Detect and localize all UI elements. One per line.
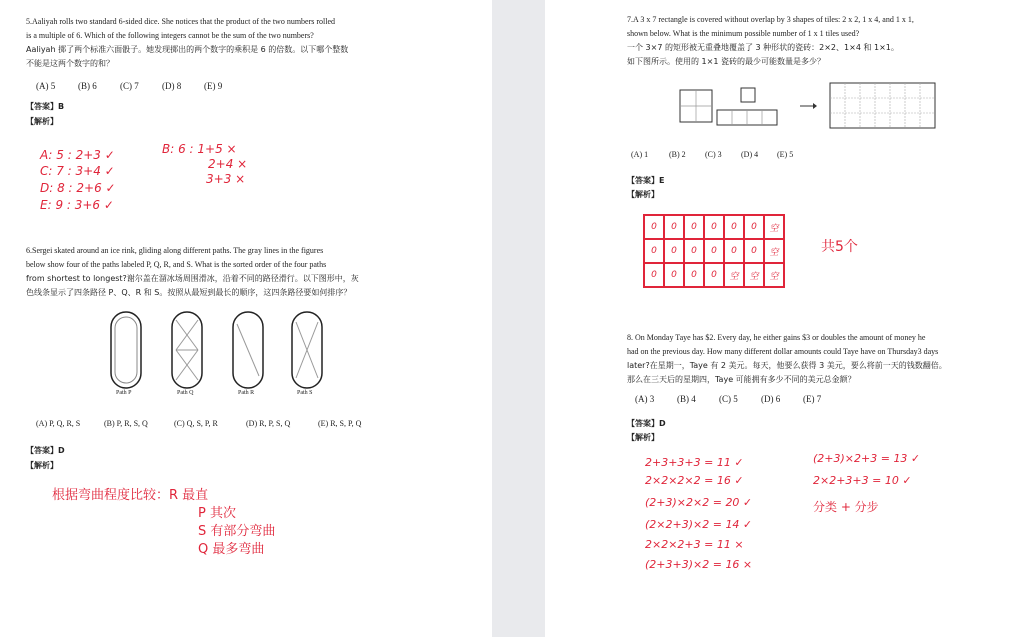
left-page <box>0 0 492 637</box>
q7-analysis-label: 【解析】 <box>627 190 659 199</box>
q5-text-cn-1: Aaliyah 掷了两个标准六面骰子。她发现掷出的两个数字的乘积是 6 的倍数。以下哪个整数 <box>26 45 349 54</box>
q6-text-cn-1: 色线条显示了四条路径 P、Q、R 和 S。按照从最短到最长的顺序，这四条路径要如何排序？ <box>26 288 352 297</box>
q6-text-en-3: from shortest to longest?谢尔盖在溜冰场周围滑冰，沿着不同的路径滑行。以下图形中，灰 <box>26 274 359 283</box>
q7-grid-cell: 0 <box>704 239 724 263</box>
path-r-label: Path R <box>238 390 255 396</box>
q8-answer-label: 【答案】D <box>627 419 666 428</box>
q8-choice-e: (E) 7 <box>803 394 822 404</box>
q7-work-grid <box>643 214 785 288</box>
q8-work-3: (2+3)×2×2 = 20 ✓ <box>645 496 753 509</box>
q6-work-1: 根据弯曲程度比较：R 最直 <box>52 488 209 503</box>
q7-grid-cell: 0 <box>644 239 664 263</box>
q7-grid-cell: 0 <box>744 215 764 239</box>
q5-choice-b: (B) 6 <box>78 81 97 91</box>
q7-grid-cell: 0 <box>664 215 684 239</box>
q6-work-2: P 其次 <box>198 506 236 521</box>
q7-grid-cell: 0 <box>664 263 684 287</box>
path-p-label: Path P <box>116 390 132 396</box>
q7-grid-cell: 0 <box>684 239 704 263</box>
q7-choice-c: (C) 3 <box>705 150 722 159</box>
q6-choice-a: (A) P, Q, R, S <box>36 419 81 428</box>
path-r-shape <box>233 312 263 388</box>
q7-grid-cell: 空 <box>764 263 784 287</box>
q5-text-cn-2: 不能是这两个数字的和？ <box>26 59 114 68</box>
path-s-label: Path S <box>297 390 313 396</box>
q7-grid-cell: 0 <box>704 263 724 287</box>
q8-choice-d: (D) 6 <box>761 394 781 404</box>
q7-grid-cell: 0 <box>684 215 704 239</box>
q5-choice-e: (E) 9 <box>204 81 223 91</box>
q6-analysis-label: 【解析】 <box>26 461 58 470</box>
q5-work-e: E: 9 : 3+6 ✓ <box>40 198 114 212</box>
q8-work-2: 2×2×2×2 = 16 ✓ <box>645 474 744 487</box>
q6-text-en-2: below show four of the paths labeled P, Q, R, and S. What is the sorted order of the four paths <box>26 260 327 269</box>
q5-work-b3: 3+3 × <box>206 172 246 186</box>
q7-grid-cell: 0 <box>744 239 764 263</box>
q5-work-a: A: 5 : 2+3 ✓ <box>40 148 115 162</box>
q5-work-b: B: 6 : 1+5 × <box>162 142 237 156</box>
q7-text-en-1: 7.A 3 x 7 rectangle is covered without overlap by 3 shapes of tiles: 2 x 2, 1 x 4, and 1 x 1, <box>627 15 914 24</box>
q8-text-cn-2: 那么在三天后的星期四，Taye 可能拥有多少不同的美元总金额？ <box>627 375 856 384</box>
q8-text-cn-1: later?在星期一，Taye 有 2 美元。每天，他要么获得 3 美元，要么将前一天的钱数翻倍。 <box>627 361 947 370</box>
path-s-shape <box>292 312 322 388</box>
q7-grid-cell: 0 <box>644 263 664 287</box>
q8-choice-b: (B) 4 <box>677 394 696 404</box>
q5-choice-a: (A) 5 <box>36 81 56 91</box>
q5-choice-c: (C) 7 <box>120 81 139 91</box>
q8-analysis-label: 【解析】 <box>627 433 659 442</box>
q7-grid-cell: 0 <box>644 215 664 239</box>
q8-work-9: 分类 + 分步 <box>813 500 879 514</box>
q8-work-6: (2+3+3)×2 = 16 × <box>645 558 753 571</box>
q5-text-en-2: is a multiple of 6. Which of the following integers cannot be the sum of the two numbers? <box>26 31 314 40</box>
q8-text-en-2: had on the previous day. How many different dollar amounts could Taye have on Thursday3 days <box>627 347 939 356</box>
q7-grid-cell: 0 <box>724 239 744 263</box>
q7-work-total: 共5个 <box>821 239 858 255</box>
tiles-figure <box>675 80 945 135</box>
q8-choice-a: (A) 3 <box>635 394 655 404</box>
q7-choice-d: (D) 4 <box>741 150 759 159</box>
q8-work-5: 2×2×2+3 = 11 × <box>645 538 744 551</box>
q7-choice-e: (E) 5 <box>777 150 794 159</box>
q5-text-en-1: 5.Aaliyah rolls two standard 6-sided dice. She notices that the product of the two numbers rolled <box>26 17 336 26</box>
q7-grid-cell: 空 <box>764 215 784 239</box>
q6-text-en-1: 6.Sergei skated around an ice rink, gliding along different paths. The gray lines in the figures <box>26 246 324 255</box>
tile-1x1 <box>741 88 755 102</box>
q8-work-7: (2+3)×2+3 = 13 ✓ <box>813 452 921 465</box>
q7-text-cn-2: 如下图所示。使用的 1×1 瓷砖的最少可能数量是多少？ <box>627 57 825 66</box>
tile-2x2 <box>680 90 712 122</box>
q7-choice-b: (B) 2 <box>669 150 686 159</box>
q6-work-3: S 有部分弯曲 <box>198 524 276 539</box>
q8-choice-c: (C) 5 <box>719 394 738 404</box>
q7-choice-a: (A) 1 <box>631 150 649 159</box>
q6-choice-d: (D) R, P, S, Q <box>246 419 291 428</box>
q6-work-4: Q 最多弯曲 <box>198 542 265 557</box>
q7-grid-cell: 0 <box>684 263 704 287</box>
tile-1x4 <box>717 110 777 125</box>
q5-work-c: C: 7 : 3+4 ✓ <box>40 164 115 178</box>
q6-answer-label: 【答案】D <box>26 446 65 455</box>
q7-grid-cell: 0 <box>724 215 744 239</box>
q5-answer-label: 【答案】B <box>26 102 65 111</box>
q8-work-1: 2+3+3+3 = 11 ✓ <box>645 456 744 469</box>
grid-3x7 <box>830 83 935 128</box>
q7-text-cn-1: 一个 3×7 的矩形被无重叠地覆盖了 3 种形状的瓷砖：2×2、1×4 和 1×1。 <box>627 43 899 52</box>
path-q-shape <box>172 312 202 388</box>
q6-choice-b: (B) P, R, S, Q <box>104 419 148 428</box>
path-p-shape <box>111 312 141 388</box>
q8-work-8: 2×2+3+3 = 10 ✓ <box>813 474 912 487</box>
arrow-icon <box>800 103 817 109</box>
q7-answer-label: 【答案】E <box>627 176 665 185</box>
q7-text-en-2: shown below. What is the minimum possible number of 1 x 1 tiles used? <box>627 29 860 38</box>
right-page <box>545 0 1024 637</box>
q7-grid-cell: 空 <box>764 239 784 263</box>
q5-choice-d: (D) 8 <box>162 81 182 91</box>
q8-text-en-1: 8. On Monday Taye has $2. Every day, he either gains $3 or doubles the amount of money he <box>627 333 926 342</box>
q8-work-4: (2×2+3)×2 = 14 ✓ <box>645 518 753 531</box>
q7-grid-cell: 0 <box>704 215 724 239</box>
q5-work-b2: 2+4 × <box>208 157 248 171</box>
q6-choice-e: (E) R, S, P, Q <box>318 419 362 428</box>
paths-figure <box>100 310 350 400</box>
path-q-label: Path Q <box>177 390 194 396</box>
q6-choice-c: (C) Q, S, P, R <box>174 419 218 428</box>
q7-grid-cell: 空 <box>724 263 744 287</box>
q5-analysis-label: 【解析】 <box>26 117 58 126</box>
q7-grid-cell: 空 <box>744 263 764 287</box>
q7-grid-cell: 0 <box>664 239 684 263</box>
q5-work-d: D: 8 : 2+6 ✓ <box>40 181 116 195</box>
